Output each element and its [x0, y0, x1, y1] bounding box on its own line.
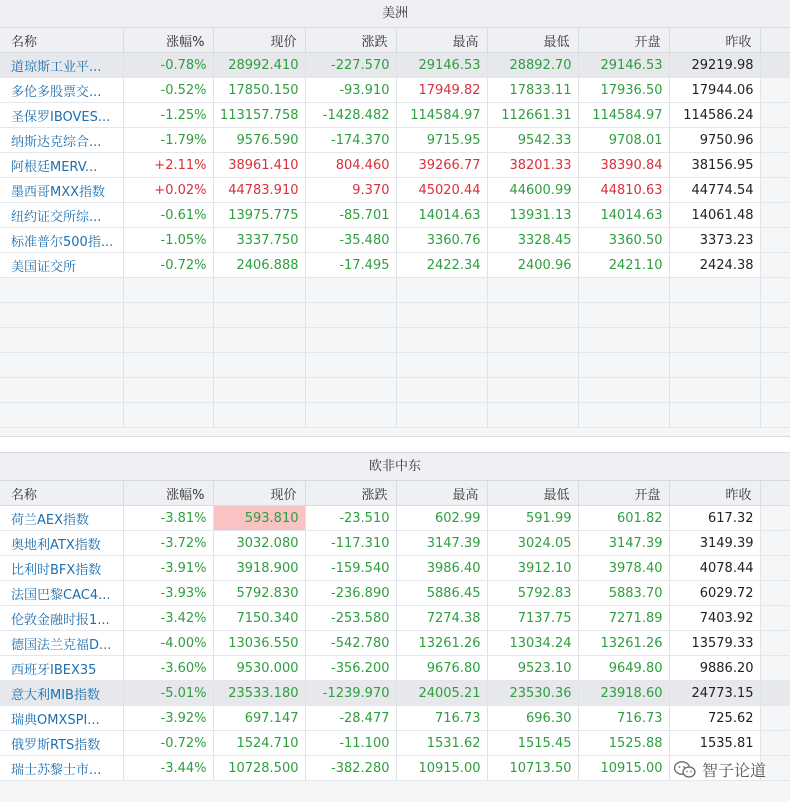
emea-table — [0, 481, 790, 781]
cell-name[interactable]: 多伦多股票交... — [0, 78, 123, 103]
table-row[interactable] — [0, 228, 790, 253]
empty-cell — [305, 378, 396, 403]
cell-pad — [760, 631, 790, 656]
cell-open: 3978.40 — [578, 556, 669, 581]
cell-price: 13036.550 — [213, 631, 305, 656]
cell-pct: -3.44% — [123, 756, 213, 781]
cell-price: 1524.710 — [213, 731, 305, 756]
cell-prev: 29219.98 — [669, 53, 760, 78]
empty-cell — [123, 278, 213, 303]
empty-row — [0, 278, 790, 303]
col-header-change[interactable]: 涨跌 — [305, 481, 396, 506]
cell-prev: 7403.92 — [669, 606, 760, 631]
cell-name[interactable]: 法国巴黎CAC4... — [0, 581, 123, 606]
cell-change: 804.460 — [305, 153, 396, 178]
cell-pct: -0.52% — [123, 78, 213, 103]
cell-low: 5792.83 — [487, 581, 578, 606]
empty-cell — [396, 353, 487, 378]
empty-row — [0, 328, 790, 353]
empty-cell — [669, 328, 760, 353]
cell-name[interactable]: 纽约证交所综... — [0, 203, 123, 228]
empty-cell — [760, 403, 790, 428]
cell-pct: -1.79% — [123, 128, 213, 153]
cell-high: 9715.95 — [396, 128, 487, 153]
cell-high: 716.73 — [396, 706, 487, 731]
cell-high: 24005.21 — [396, 681, 487, 706]
cell-pct: -0.78% — [123, 53, 213, 78]
empty-cell — [396, 328, 487, 353]
table-row[interactable] — [0, 706, 790, 731]
cell-pad — [760, 253, 790, 278]
section-title-americas: 美洲 — [0, 0, 790, 28]
empty-cell — [578, 328, 669, 353]
cell-open: 10915.00 — [578, 756, 669, 781]
cell-low: 23530.36 — [487, 681, 578, 706]
cell-price: 2406.888 — [213, 253, 305, 278]
table-row[interactable] — [0, 606, 790, 631]
cell-change: -542.780 — [305, 631, 396, 656]
empty-cell — [760, 378, 790, 403]
empty-cell — [760, 303, 790, 328]
empty-cell — [305, 303, 396, 328]
table-row[interactable] — [0, 103, 790, 128]
empty-cell — [0, 378, 123, 403]
cell-name[interactable]: 瑞典OMXSPI... — [0, 706, 123, 731]
cell-pct: -4.00% — [123, 631, 213, 656]
cell-low: 17833.11 — [487, 78, 578, 103]
cell-low: 13034.24 — [487, 631, 578, 656]
cell-low: 2400.96 — [487, 253, 578, 278]
cell-pct: -0.61% — [123, 203, 213, 228]
cell-pad — [760, 228, 790, 253]
cell-prev: 14061.48 — [669, 203, 760, 228]
cell-low: 3912.10 — [487, 556, 578, 581]
cell-open: 2421.10 — [578, 253, 669, 278]
cell-price: 7150.340 — [213, 606, 305, 631]
cell-price: 5792.830 — [213, 581, 305, 606]
col-header-pct[interactable]: 涨幅% — [123, 481, 213, 506]
empty-cell — [669, 353, 760, 378]
cell-pct: +0.02% — [123, 178, 213, 203]
cell-price: 17850.150 — [213, 78, 305, 103]
col-header-pad — [760, 481, 790, 506]
empty-cell — [669, 278, 760, 303]
cell-pct: -5.01% — [123, 681, 213, 706]
cell-change: -174.370 — [305, 128, 396, 153]
cell-name[interactable]: 伦敦金融时报1... — [0, 606, 123, 631]
table-row[interactable] — [0, 531, 790, 556]
cell-name[interactable]: 俄罗斯RTS指数 — [0, 731, 123, 756]
cell-pad — [760, 178, 790, 203]
empty-cell — [578, 378, 669, 403]
cell-pct: -3.72% — [123, 531, 213, 556]
cell-prev: 617.32 — [669, 506, 760, 531]
cell-change: -93.910 — [305, 78, 396, 103]
cell-open: 601.82 — [578, 506, 669, 531]
cell-change: -85.701 — [305, 203, 396, 228]
empty-cell — [669, 403, 760, 428]
empty-cell — [213, 328, 305, 353]
empty-cell — [578, 353, 669, 378]
cell-price: 28992.410 — [213, 53, 305, 78]
cell-prev: 17944.06 — [669, 78, 760, 103]
cell-open: 1525.88 — [578, 731, 669, 756]
cell-name[interactable]: 奥地利ATX指数 — [0, 531, 123, 556]
table-row[interactable] — [0, 556, 790, 581]
cell-prev: 725.62 — [669, 706, 760, 731]
col-header-low[interactable]: 最低 — [487, 481, 578, 506]
table-row[interactable] — [0, 203, 790, 228]
cell-change: -356.200 — [305, 656, 396, 681]
cell-change: -227.570 — [305, 53, 396, 78]
empty-cell — [213, 378, 305, 403]
empty-cell — [578, 278, 669, 303]
empty-cell — [669, 303, 760, 328]
cell-name[interactable]: 西班牙IBEX35 — [0, 656, 123, 681]
empty-row — [0, 403, 790, 428]
cell-price: 10728.500 — [213, 756, 305, 781]
cell-pct: -3.91% — [123, 556, 213, 581]
cell-open: 23918.60 — [578, 681, 669, 706]
cell-high: 10915.00 — [396, 756, 487, 781]
cell-prev: 9886.20 — [669, 656, 760, 681]
cell-low: 696.30 — [487, 706, 578, 731]
cell-high: 39266.77 — [396, 153, 487, 178]
cell-high: 114584.97 — [396, 103, 487, 128]
empty-cell — [123, 353, 213, 378]
cell-prev: 38156.95 — [669, 153, 760, 178]
cell-change: -1428.482 — [305, 103, 396, 128]
cell-pct: -1.05% — [123, 228, 213, 253]
empty-cell — [305, 403, 396, 428]
cell-open: 716.73 — [578, 706, 669, 731]
empty-cell — [0, 328, 123, 353]
cell-high: 3360.76 — [396, 228, 487, 253]
cell-high: 3986.40 — [396, 556, 487, 581]
cell-low: 3328.45 — [487, 228, 578, 253]
cell-high: 9676.80 — [396, 656, 487, 681]
watermark — [674, 758, 766, 781]
col-header-price[interactable]: 现价 — [213, 28, 305, 53]
cell-name[interactable]: 道琼斯工业平... — [0, 53, 123, 78]
cell-low: 7137.75 — [487, 606, 578, 631]
cell-price: 44783.910 — [213, 178, 305, 203]
cell-name[interactable]: 美国证交所 — [0, 253, 123, 278]
cell-name[interactable]: 圣保罗IBOVES... — [0, 103, 123, 128]
cell-price: 593.810 — [213, 506, 305, 531]
header-row — [0, 481, 790, 506]
cell-pad — [760, 581, 790, 606]
table-row[interactable] — [0, 78, 790, 103]
cell-prev: 9750.96 — [669, 128, 760, 153]
table-row[interactable] — [0, 178, 790, 203]
table-row[interactable] — [0, 731, 790, 756]
cell-change: -17.495 — [305, 253, 396, 278]
cell-pct: -3.81% — [123, 506, 213, 531]
empty-cell — [487, 353, 578, 378]
empty-cell — [396, 378, 487, 403]
table-row[interactable] — [0, 581, 790, 606]
cell-price: 3337.750 — [213, 228, 305, 253]
empty-cell — [305, 278, 396, 303]
cell-high: 1531.62 — [396, 731, 487, 756]
empty-row — [0, 378, 790, 403]
cell-pad — [760, 681, 790, 706]
cell-price: 9530.000 — [213, 656, 305, 681]
cell-high: 7274.38 — [396, 606, 487, 631]
empty-cell — [0, 278, 123, 303]
cell-pct: -0.72% — [123, 253, 213, 278]
empty-cell — [396, 278, 487, 303]
cell-name[interactable]: 意大利MIB指数 — [0, 681, 123, 706]
cell-prev: 1535.81 — [669, 731, 760, 756]
empty-cell — [0, 353, 123, 378]
cell-prev: 13579.33 — [669, 631, 760, 656]
cell-prev: 3373.23 — [669, 228, 760, 253]
empty-row — [0, 353, 790, 378]
cell-pad — [760, 606, 790, 631]
empty-row — [0, 303, 790, 328]
cell-low: 9523.10 — [487, 656, 578, 681]
cell-name[interactable]: 瑞士苏黎士市... — [0, 756, 123, 781]
empty-cell — [213, 278, 305, 303]
cell-name[interactable]: 墨西哥MXX指数 — [0, 178, 123, 203]
col-header-open[interactable]: 开盘 — [578, 481, 669, 506]
americas-table — [0, 28, 790, 428]
empty-cell — [305, 353, 396, 378]
empty-cell — [213, 353, 305, 378]
cell-high: 5886.45 — [396, 581, 487, 606]
cell-open: 9649.80 — [578, 656, 669, 681]
section-title-emea: 欧非中东 — [0, 453, 790, 481]
cell-prev: 44774.54 — [669, 178, 760, 203]
cell-change: -236.890 — [305, 581, 396, 606]
col-header-name[interactable]: 名称 — [0, 28, 123, 53]
cell-low: 591.99 — [487, 506, 578, 531]
empty-cell — [487, 303, 578, 328]
empty-cell — [487, 278, 578, 303]
cell-low: 3024.05 — [487, 531, 578, 556]
cell-price: 13975.775 — [213, 203, 305, 228]
cell-open: 17936.50 — [578, 78, 669, 103]
watermark-text: 智子论道 — [701, 761, 766, 780]
cell-open: 29146.53 — [578, 53, 669, 78]
cell-low: 9542.33 — [487, 128, 578, 153]
cell-pct: +2.11% — [123, 153, 213, 178]
cell-price: 23533.180 — [213, 681, 305, 706]
cell-pct: -3.93% — [123, 581, 213, 606]
cell-pad — [760, 531, 790, 556]
empty-cell — [123, 378, 213, 403]
empty-cell — [760, 278, 790, 303]
cell-high: 2422.34 — [396, 253, 487, 278]
cell-pct: -3.60% — [123, 656, 213, 681]
cell-pad — [760, 556, 790, 581]
table-row[interactable] — [0, 153, 790, 178]
cell-low: 28892.70 — [487, 53, 578, 78]
cell-price: 113157.758 — [213, 103, 305, 128]
cell-pct: -3.92% — [123, 706, 213, 731]
table-row[interactable] — [0, 506, 790, 531]
col-header-high[interactable]: 最高 — [396, 481, 487, 506]
col-header-pad — [760, 28, 790, 53]
cell-change: -1239.970 — [305, 681, 396, 706]
cell-change: -28.477 — [305, 706, 396, 731]
table-row[interactable] — [0, 253, 790, 278]
cell-name[interactable]: 比利时BFX指数 — [0, 556, 123, 581]
empty-cell — [487, 378, 578, 403]
empty-cell — [760, 353, 790, 378]
cell-open: 5883.70 — [578, 581, 669, 606]
col-header-prev[interactable]: 昨收 — [669, 481, 760, 506]
cell-prev: 6029.72 — [669, 581, 760, 606]
cell-pad — [760, 78, 790, 103]
cell-change: -23.510 — [305, 506, 396, 531]
empty-cell — [669, 378, 760, 403]
cell-low: 1515.45 — [487, 731, 578, 756]
cell-price: 3032.080 — [213, 531, 305, 556]
empty-cell — [213, 303, 305, 328]
empty-cell — [396, 403, 487, 428]
cell-high: 14014.63 — [396, 203, 487, 228]
col-header-high[interactable]: 最高 — [396, 28, 487, 53]
cell-low: 13931.13 — [487, 203, 578, 228]
cell-price: 38961.410 — [213, 153, 305, 178]
cell-price: 697.147 — [213, 706, 305, 731]
empty-cell — [123, 328, 213, 353]
cell-pad — [760, 103, 790, 128]
col-header-pct[interactable]: 涨幅% — [123, 28, 213, 53]
cell-low: 38201.33 — [487, 153, 578, 178]
cell-change: -159.540 — [305, 556, 396, 581]
cell-pct: -0.72% — [123, 731, 213, 756]
cell-low: 10713.50 — [487, 756, 578, 781]
empty-cell — [487, 403, 578, 428]
empty-cell — [213, 403, 305, 428]
empty-cell — [0, 403, 123, 428]
cell-pct: -1.25% — [123, 103, 213, 128]
cell-open: 14014.63 — [578, 203, 669, 228]
cell-prev: 114586.24 — [669, 103, 760, 128]
table-row[interactable] — [0, 681, 790, 706]
cell-open: 3147.39 — [578, 531, 669, 556]
cell-prev: 24773.15 — [669, 681, 760, 706]
cell-price: 3918.900 — [213, 556, 305, 581]
cell-prev: 2424.38 — [669, 253, 760, 278]
empty-cell — [123, 403, 213, 428]
empty-cell — [123, 303, 213, 328]
cell-name[interactable]: 荷兰AEX指数 — [0, 506, 123, 531]
cell-high: 17949.82 — [396, 78, 487, 103]
cell-high: 13261.26 — [396, 631, 487, 656]
empty-cell — [305, 328, 396, 353]
table-row[interactable] — [0, 53, 790, 78]
cell-open: 44810.63 — [578, 178, 669, 203]
table-row[interactable] — [0, 128, 790, 153]
cell-open: 114584.97 — [578, 103, 669, 128]
wechat-icon — [674, 761, 696, 779]
cell-pad — [760, 506, 790, 531]
table-row[interactable] — [0, 756, 790, 781]
cell-change: -117.310 — [305, 531, 396, 556]
col-header-price[interactable]: 现价 — [213, 481, 305, 506]
empty-cell — [578, 303, 669, 328]
cell-high: 602.99 — [396, 506, 487, 531]
cell-pad — [760, 128, 790, 153]
cell-open: 38390.84 — [578, 153, 669, 178]
cell-change: -253.580 — [305, 606, 396, 631]
cell-open: 7271.89 — [578, 606, 669, 631]
col-header-prev[interactable]: 昨收 — [669, 28, 760, 53]
cell-open: 3360.50 — [578, 228, 669, 253]
cell-high: 45020.44 — [396, 178, 487, 203]
cell-high: 3147.39 — [396, 531, 487, 556]
cell-pad — [760, 153, 790, 178]
empty-cell — [578, 403, 669, 428]
cell-change: -382.280 — [305, 756, 396, 781]
cell-pad — [760, 53, 790, 78]
empty-cell — [760, 328, 790, 353]
cell-high: 29146.53 — [396, 53, 487, 78]
col-header-name[interactable]: 名称 — [0, 481, 123, 506]
cell-pad — [760, 706, 790, 731]
cell-low: 44600.99 — [487, 178, 578, 203]
cell-open: 9708.01 — [578, 128, 669, 153]
empty-cell — [487, 328, 578, 353]
cell-name[interactable]: 德国法兰克福D... — [0, 631, 123, 656]
cell-name[interactable]: 阿根廷MERV... — [0, 153, 123, 178]
cell-pad — [760, 203, 790, 228]
cell-name[interactable]: 标准普尔500指... — [0, 228, 123, 253]
cell-prev: 3149.39 — [669, 531, 760, 556]
cell-pad — [760, 731, 790, 756]
emea-panel — [0, 452, 790, 802]
table-row[interactable] — [0, 656, 790, 681]
cell-change: 9.370 — [305, 178, 396, 203]
cell-prev: 4078.44 — [669, 556, 760, 581]
table-row[interactable] — [0, 631, 790, 656]
cell-change: -35.480 — [305, 228, 396, 253]
col-header-open[interactable]: 开盘 — [578, 28, 669, 53]
cell-open: 13261.26 — [578, 631, 669, 656]
col-header-change[interactable]: 涨跌 — [305, 28, 396, 53]
empty-cell — [396, 303, 487, 328]
cell-pad — [760, 656, 790, 681]
header-row — [0, 28, 790, 53]
cell-change: -11.100 — [305, 731, 396, 756]
cell-low: 112661.31 — [487, 103, 578, 128]
cell-name[interactable]: 纳斯达克综合... — [0, 128, 123, 153]
empty-cell — [0, 303, 123, 328]
col-header-low[interactable]: 最低 — [487, 28, 578, 53]
cell-pct: -3.42% — [123, 606, 213, 631]
cell-price: 9576.590 — [213, 128, 305, 153]
